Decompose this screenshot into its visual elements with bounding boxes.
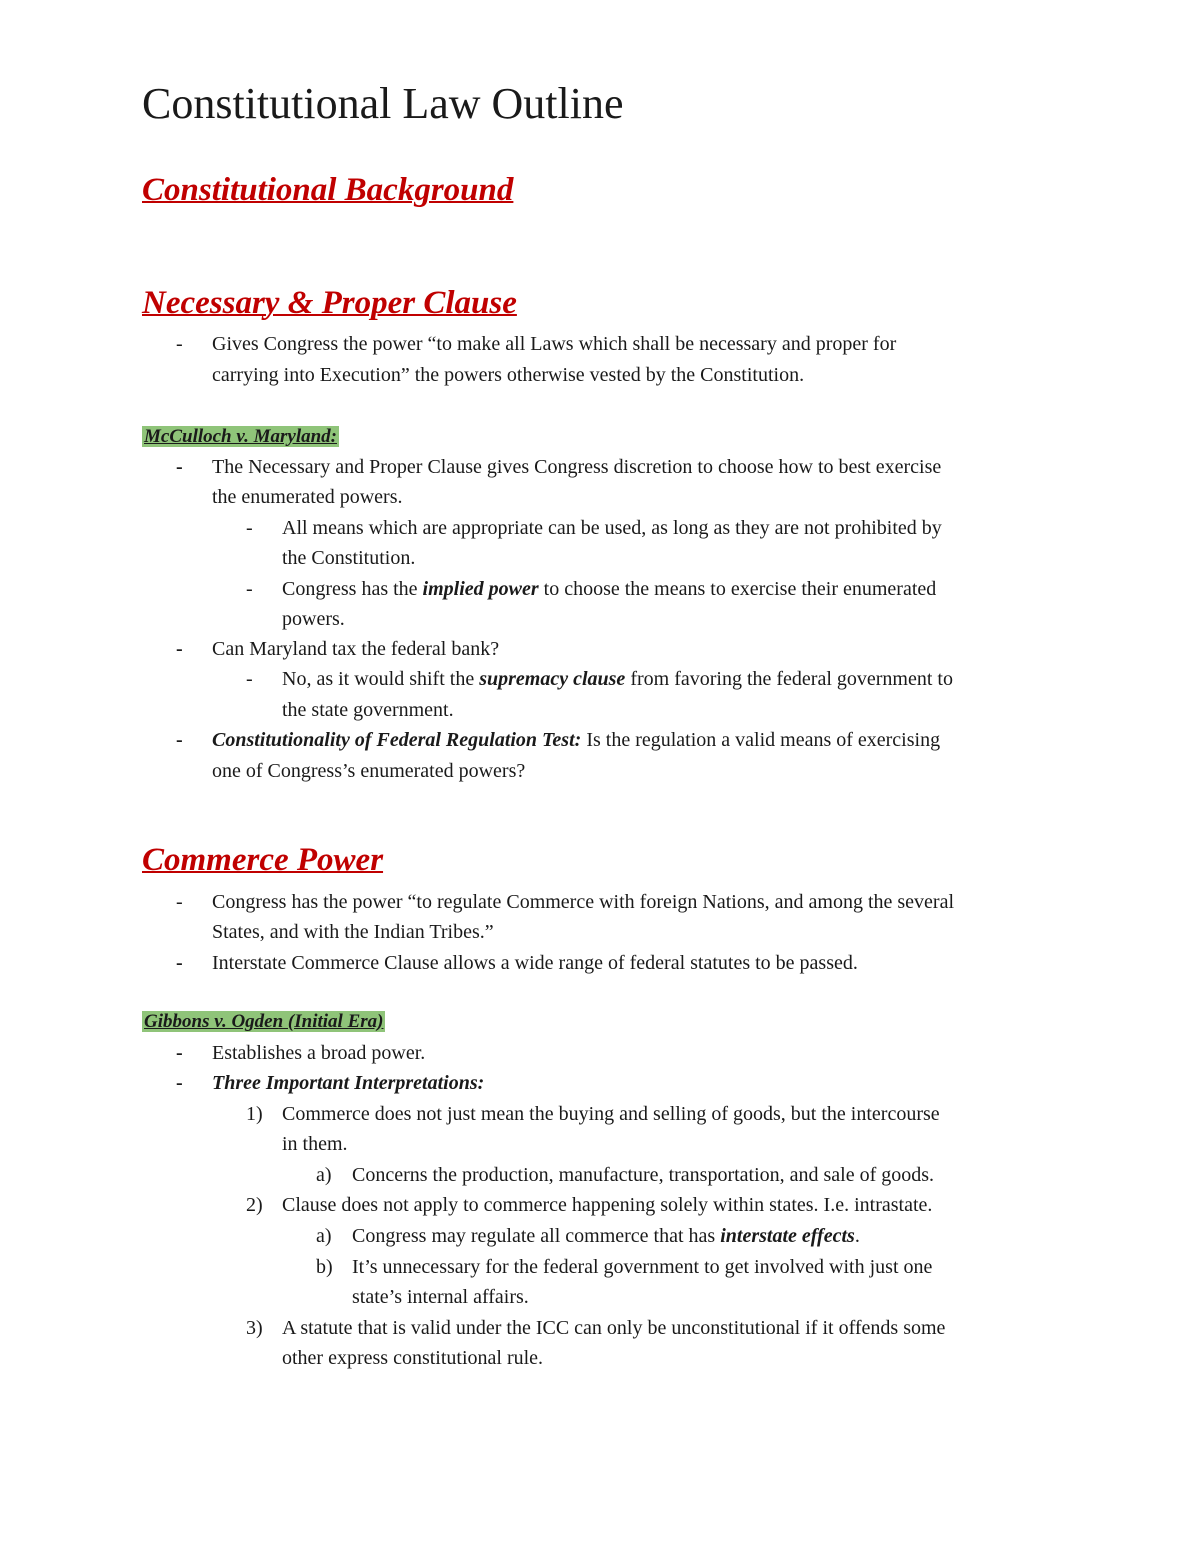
term-test: Constitutionality of Federal Regulation Test:	[212, 729, 582, 751]
list-item-text: Clause does not apply to commerce happening solely within states. I.e. intrastate.	[282, 1194, 933, 1216]
list-item-text: state’s internal affairs.	[352, 1286, 529, 1308]
bullet-text: the enumerated powers.	[212, 486, 403, 508]
bullet-marker: -	[176, 1072, 183, 1094]
sub-bullet-marker: -	[246, 517, 253, 539]
bullet-marker: -	[176, 952, 183, 974]
bullet-text: States, and with the Indian Tribes.”	[212, 921, 494, 943]
list-number: 2)	[246, 1194, 263, 1216]
list-item-text: Commerce does not just mean the buying and selling of goods, but the intercourse	[282, 1103, 940, 1125]
bullet-text: Interstate Commerce Clause allows a wide range of federal statutes to be passed.	[212, 952, 858, 974]
list-letter: a)	[316, 1164, 332, 1186]
section-heading-commerce: Commerce Power	[142, 842, 384, 878]
sub-bullet-text: Congress has the implied power to choose the means to exercise their enumerated	[282, 578, 937, 600]
term-supremacy-clause: supremacy clause	[479, 668, 626, 690]
list-number: 3)	[246, 1317, 263, 1339]
sub-bullet-text: No, as it would shift the supremacy clause from favoring the federal government to	[282, 668, 953, 690]
bullet-marker: -	[176, 891, 183, 913]
term-implied-power: implied power	[422, 578, 539, 600]
sub-bullet-text: powers.	[282, 608, 345, 630]
list-letter: b)	[316, 1256, 333, 1278]
bullet-text: The Necessary and Proper Clause gives Congress discretion to choose how to best exercise	[212, 456, 942, 478]
bullet-marker: -	[176, 638, 183, 660]
list-number: 1)	[246, 1103, 263, 1125]
bullet-marker: -	[176, 729, 183, 751]
page-title: Constitutional Law Outline	[142, 79, 624, 128]
list-item-text: Congress may regulate all commerce that has interstate effects.	[352, 1225, 860, 1247]
sub-bullet-marker: -	[246, 578, 253, 600]
list-item-text: in them.	[282, 1133, 348, 1155]
bullet-text: Can Maryland tax the federal bank?	[212, 638, 500, 660]
bullet-text: Establishes a broad power.	[212, 1042, 426, 1064]
bullet-marker: -	[176, 1042, 183, 1064]
case-heading-mcculloch: McCulloch v. Maryland:	[144, 426, 337, 447]
sub-bullet-text: All means which are appropriate can be used, as long as they are not prohibited by	[282, 517, 942, 539]
section-heading-necessary-proper: Necessary & Proper Clause	[142, 285, 517, 321]
bullet-text: one of Congress’s enumerated powers?	[212, 760, 526, 782]
bullet-text: Three Important Interpretations:	[212, 1072, 485, 1094]
bullet-marker: -	[176, 333, 183, 355]
sub-bullet-text: the state government.	[282, 699, 454, 721]
list-item-text: It’s unnecessary for the federal government to get involved with just one	[352, 1256, 933, 1278]
list-item-text: other express constitutional rule.	[282, 1347, 544, 1369]
sub-bullet-text: the Constitution.	[282, 547, 416, 569]
bullet-text: Gives Congress the power “to make all Laws which shall be necessary and proper for	[212, 333, 897, 355]
term-interstate-effects: interstate effects	[720, 1225, 855, 1247]
bullet-marker: -	[176, 456, 183, 478]
bullet-text: carrying into Execution” the powers otherwise vested by the Constitution.	[212, 364, 805, 386]
sub-bullet-marker: -	[246, 668, 253, 690]
list-item-text: Concerns the production, manufacture, transportation, and sale of goods.	[352, 1164, 935, 1186]
bullet-text: Congress has the power “to regulate Commerce with foreign Nations, and among the several	[212, 891, 955, 913]
section-heading-background: Constitutional Background	[142, 172, 514, 208]
list-item-text: A statute that is valid under the ICC can only be unconstitutional if it offends some	[282, 1317, 946, 1339]
case-heading-gibbons: Gibbons v. Ogden (Initial Era)	[144, 1011, 384, 1032]
list-letter: a)	[316, 1225, 332, 1247]
bullet-text: Constitutionality of Federal Regulation Test: Is the regulation a valid means of exercising	[212, 729, 941, 751]
